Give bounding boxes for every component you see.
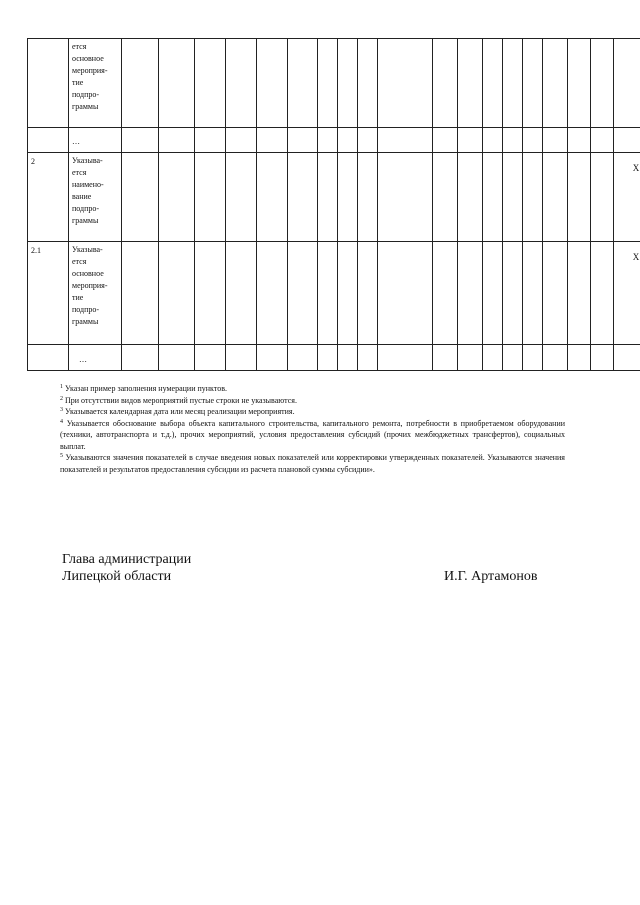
- row-name-line: ется: [72, 168, 87, 177]
- row-name-line: подпро-: [72, 90, 100, 99]
- empty-cell: [523, 128, 543, 153]
- row-name-line: Указыва-: [72, 245, 103, 254]
- empty-cell: [288, 39, 318, 128]
- empty-cell: [122, 153, 159, 242]
- empty-cell: [523, 39, 543, 128]
- empty-cell: [378, 39, 433, 128]
- empty-cell: [568, 242, 591, 345]
- empty-cell: [458, 39, 483, 128]
- row-mark-cell: [614, 39, 640, 128]
- row-name-line: граммы: [72, 102, 99, 111]
- empty-cell: [358, 242, 378, 345]
- footnote: $^4$ Указывается обоснование выбора объекта капитального строительства, капитального ремонта, потребности в приобретаемом оборудовании (техники, автотранспорта и т.д.), прочих мероприятий, условия предоставления субсидий (прочих межбюджетных трансфертов), социальных выплат.: [60, 418, 565, 451]
- row-number-cell: [28, 345, 69, 371]
- empty-cell: [338, 39, 358, 128]
- signatory-position-line: Липецкой области: [62, 569, 172, 584]
- row-name-cell: [69, 39, 122, 128]
- empty-cell: [226, 345, 257, 371]
- table-row: [28, 345, 640, 371]
- empty-cell: [503, 128, 523, 153]
- empty-cell: [433, 345, 458, 371]
- empty-cell: [483, 242, 503, 345]
- row-name-line: …: [79, 355, 87, 364]
- empty-cell: [358, 345, 378, 371]
- row-number-cell: [28, 39, 69, 128]
- empty-cell: [159, 153, 195, 242]
- empty-cell: [159, 39, 195, 128]
- empty-cell: [257, 345, 288, 371]
- empty-cell: [591, 39, 614, 128]
- empty-cell: [195, 128, 226, 153]
- empty-cell: [195, 345, 226, 371]
- row-name-line: тие: [72, 78, 84, 87]
- empty-cell: [433, 39, 458, 128]
- empty-cell: [338, 128, 358, 153]
- footnote: $^2$ При отсутствии видов мероприятий пустые строки не указываются.: [60, 395, 297, 405]
- empty-cell: [503, 242, 523, 345]
- empty-cell: [568, 153, 591, 242]
- empty-cell: [523, 242, 543, 345]
- empty-cell: [543, 345, 568, 371]
- empty-cell: [433, 153, 458, 242]
- row-mark-cell: [614, 242, 640, 345]
- row-mark: X: [632, 163, 640, 173]
- empty-cell: [483, 39, 503, 128]
- row-name-line: тие: [72, 293, 84, 302]
- empty-cell: [591, 242, 614, 345]
- empty-cell: [568, 39, 591, 128]
- empty-cell: [358, 39, 378, 128]
- empty-cell: [543, 153, 568, 242]
- empty-cell: [523, 345, 543, 371]
- empty-cell: [378, 345, 433, 371]
- empty-cell: [226, 128, 257, 153]
- row-name-line: мероприя-: [72, 281, 108, 290]
- table-row: [28, 128, 640, 153]
- empty-cell: [288, 128, 318, 153]
- empty-cell: [122, 128, 159, 153]
- empty-cell: [568, 128, 591, 153]
- footnote: $^5$ Указываются значения показателей в случае введения новых показателей или корректировки утвержденных показателей. Указываются значения показателей и результатов предоставления субсидии из расчета плановой суммы субсидии».: [60, 453, 565, 474]
- empty-cell: [358, 153, 378, 242]
- empty-cell: [503, 153, 523, 242]
- empty-cell: [257, 39, 288, 128]
- footnote: $^3$ Указывается календарная дата или месяц реализации мероприятия.: [60, 407, 295, 416]
- row-number: 2.1: [31, 246, 41, 255]
- empty-cell: [433, 128, 458, 153]
- table-row: [28, 242, 640, 345]
- table-row: [28, 153, 640, 242]
- empty-cell: [543, 39, 568, 128]
- empty-cell: [159, 242, 195, 345]
- row-name-line: граммы: [72, 216, 99, 225]
- empty-cell: [338, 345, 358, 371]
- empty-cell: [378, 153, 433, 242]
- row-name-line: мероприя-: [72, 66, 108, 75]
- empty-cell: [591, 345, 614, 371]
- empty-cell: [257, 153, 288, 242]
- empty-cell: [378, 128, 433, 153]
- row-name-line: вание: [72, 192, 92, 201]
- empty-cell: [226, 39, 257, 128]
- empty-cell: [288, 153, 318, 242]
- row-number-cell: [28, 242, 69, 345]
- empty-cell: [523, 153, 543, 242]
- empty-cell: [458, 242, 483, 345]
- empty-cell: [338, 153, 358, 242]
- row-mark-cell: [614, 345, 640, 371]
- row-number: 2: [31, 157, 35, 166]
- empty-cell: [318, 153, 338, 242]
- empty-cell: [433, 242, 458, 345]
- empty-cell: [543, 242, 568, 345]
- empty-cell: [458, 345, 483, 371]
- signatory-position-line: Глава администрации: [62, 552, 192, 567]
- empty-cell: [378, 242, 433, 345]
- empty-cell: [338, 242, 358, 345]
- empty-cell: [358, 128, 378, 153]
- row-name-line: ется: [72, 42, 87, 51]
- empty-cell: [288, 345, 318, 371]
- footnote: $^1$ Указан пример заполнения нумерации пунктов.: [60, 384, 227, 393]
- empty-cell: [483, 153, 503, 242]
- row-name-cell: [69, 128, 122, 153]
- empty-cell: [503, 39, 523, 128]
- empty-cell: [288, 242, 318, 345]
- empty-cell: [122, 39, 159, 128]
- row-name-line: основное: [72, 269, 104, 278]
- empty-cell: [318, 242, 338, 345]
- empty-cell: [257, 242, 288, 345]
- empty-cell: [503, 345, 523, 371]
- row-number-cell: [28, 153, 69, 242]
- empty-cell: [159, 345, 195, 371]
- empty-cell: [568, 345, 591, 371]
- empty-cell: [195, 242, 226, 345]
- empty-cell: [458, 153, 483, 242]
- row-mark: X: [632, 252, 640, 262]
- row-name-line: подпро-: [72, 204, 100, 213]
- empty-cell: [318, 345, 338, 371]
- row-mark-cell: [614, 128, 640, 153]
- row-name-cell: [69, 345, 122, 371]
- empty-cell: [318, 39, 338, 128]
- row-name-cell: [69, 153, 122, 242]
- row-name-line: ется: [72, 257, 87, 266]
- empty-cell: [226, 153, 257, 242]
- row-name-cell: [69, 242, 122, 345]
- footnotes: [60, 383, 565, 475]
- empty-cell: [458, 128, 483, 153]
- signatory-name: И.Г. Артамонов: [444, 569, 538, 584]
- row-name-line: Указыва-: [72, 156, 103, 165]
- row-name-line: наимено-: [72, 180, 104, 189]
- empty-cell: [195, 153, 226, 242]
- row-name-line: подпро-: [72, 305, 100, 314]
- empty-cell: [483, 128, 503, 153]
- row-number-cell: [28, 128, 69, 153]
- table-row: [28, 39, 640, 128]
- empty-cell: [591, 128, 614, 153]
- empty-cell: [195, 39, 226, 128]
- empty-cell: [591, 153, 614, 242]
- empty-cell: [159, 128, 195, 153]
- empty-cell: [318, 128, 338, 153]
- empty-cell: [226, 242, 257, 345]
- empty-cell: [483, 345, 503, 371]
- empty-cell: [543, 128, 568, 153]
- row-mark-cell: [614, 153, 640, 242]
- empty-cell: [122, 242, 159, 345]
- empty-cell: [257, 128, 288, 153]
- row-name-line: основное: [72, 54, 104, 63]
- document-table: [27, 38, 640, 371]
- row-name-line: граммы: [72, 317, 99, 326]
- row-name-line: …: [72, 137, 80, 146]
- empty-cell: [122, 345, 159, 371]
- signatory-position: [62, 551, 191, 585]
